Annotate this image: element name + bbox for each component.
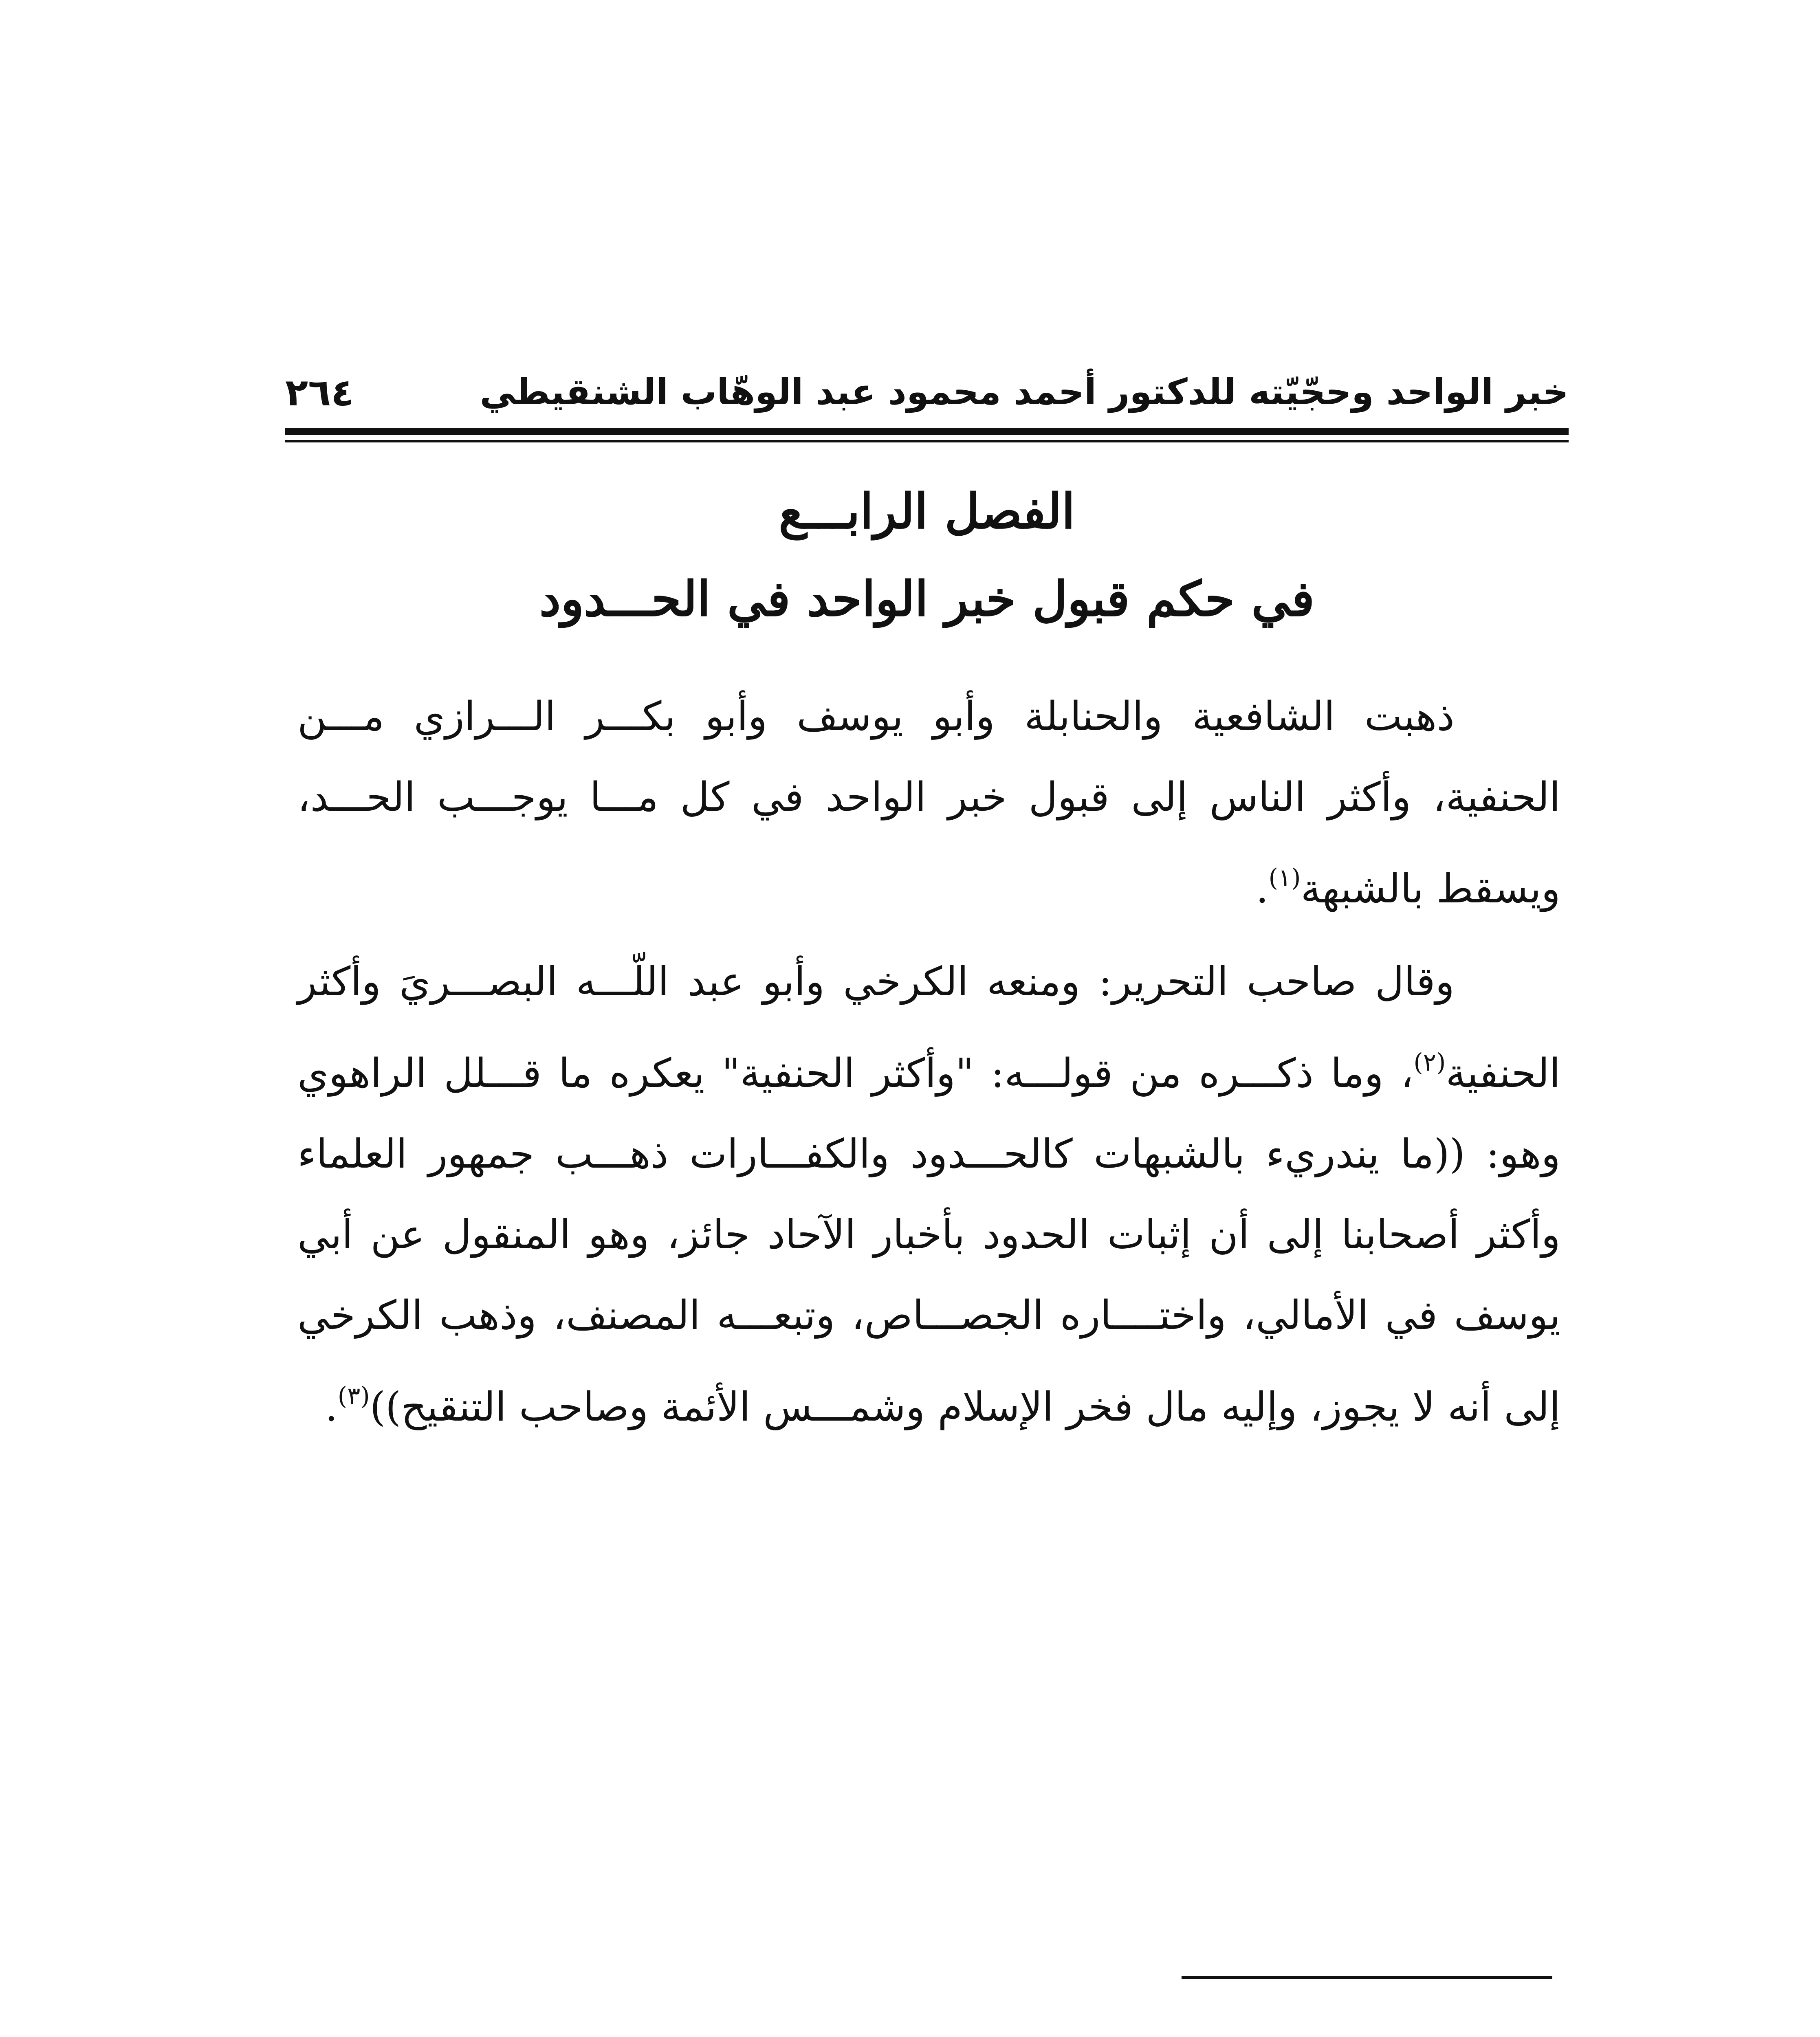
paragraph-2-end: . bbox=[325, 1384, 338, 1430]
paragraph-1 bbox=[297, 676, 1560, 929]
paragraph-1-text: ذهبت الشافعية والحنابلة وأبو يوسف وأبو بكـــر الـــرازي مـــن الحنفية، وأكثر الناس إلى قبول خبر الواحد في كل مـــا يوجـــب الحـــد، ويسقط بالشبهة bbox=[297, 693, 1560, 912]
running-title: خبر الواحد وحجّيّته للدكتور أحمد محمود عبد الوهّاب الشنقيطي bbox=[480, 371, 1569, 413]
paragraph-1-end: . bbox=[1256, 866, 1269, 912]
footnote-separator bbox=[1182, 1976, 1552, 1979]
chapter-subtitle: في حكم قبول خبر الواحد في الحـــدود bbox=[539, 570, 1315, 627]
page-number: ٢٦٤ bbox=[285, 371, 354, 414]
header-rule-thick bbox=[285, 428, 1569, 435]
paragraph-2 bbox=[297, 942, 1560, 1447]
header-rule-thin bbox=[285, 440, 1569, 442]
footnote-ref-1[interactable]: (١) bbox=[1268, 864, 1301, 892]
body-text bbox=[297, 676, 1560, 1460]
paragraph-2-text-a: وقال صاحب التحرير: ومنعه الكرخي وأبو عبد اللّـــه البصـــريَ وأكثر الحنفية bbox=[297, 959, 1560, 1097]
footnote-ref-3[interactable]: (٣) bbox=[337, 1382, 370, 1410]
page-header bbox=[285, 371, 1569, 424]
chapter-title: الفصل الرابـــع bbox=[779, 483, 1075, 539]
paragraph-2-text-b: ، وما ذكـــره من قولـــه: "وأكثر الحنفية" يعكره ما قـــلل الراهوي وهو: ((ما يندريء بالشبهات كالحـــدود والكفـــارات ذهـــب جمهور العلماء وأكثر أصحابنا إلى أن إثبات الحدود بأخبار الآحاد جائز، وهو المنقول عن أبي يوسف في الأمالي، واختــــاره الجصـــاص، وتبعـــه المصنف، وذهب الكرخي إلى أنه لا يجوز، وإليه مال فخر الإسلام وشمـــس الأئمة وصاحب التنقيح)) bbox=[297, 1050, 1560, 1430]
footnote-ref-2[interactable]: (٢) bbox=[1413, 1048, 1446, 1077]
